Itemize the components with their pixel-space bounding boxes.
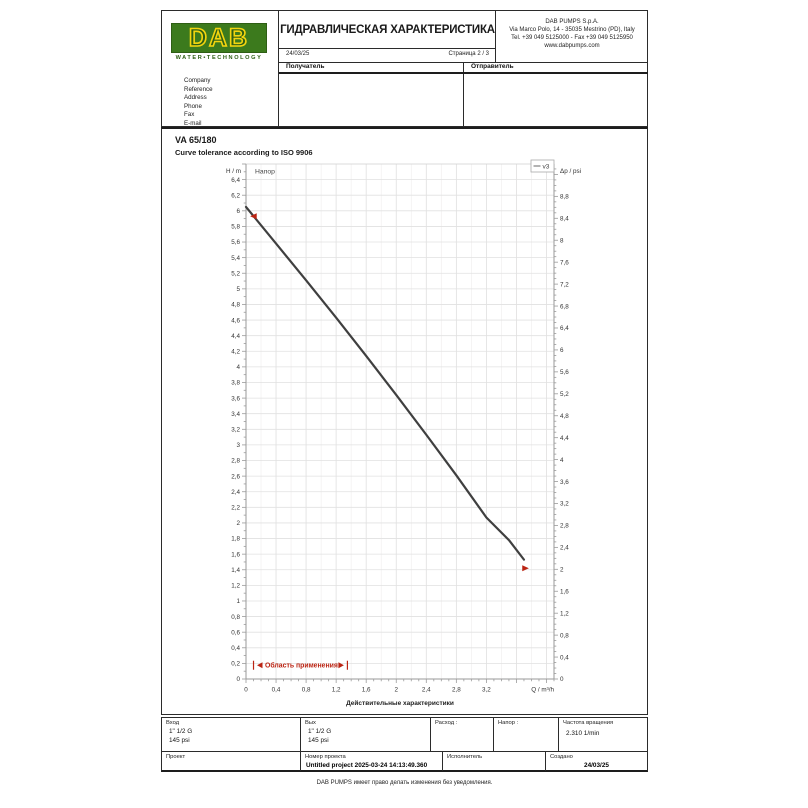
header — [161, 10, 648, 127]
contact-label-address: Address — [184, 94, 207, 101]
svg-text:4,4: 4,4 — [560, 434, 569, 442]
plot-frame — [246, 164, 554, 679]
contact-label-reference: Reference — [184, 85, 213, 93]
svg-text:5,2: 5,2 — [231, 270, 240, 278]
svg-text:2: 2 — [560, 566, 564, 574]
svg-text:6,2: 6,2 — [231, 192, 240, 200]
pump-model: VA 65/180 — [175, 135, 217, 145]
outlet-pressure: 145 psi — [308, 737, 329, 744]
contact-label-email: E-mail — [184, 119, 202, 127]
document-date: 24/03/25 — [286, 51, 310, 57]
svg-text:4,8: 4,8 — [231, 301, 240, 309]
executor-cell — [442, 752, 545, 771]
svg-text:0: 0 — [244, 686, 248, 694]
svg-text:5,6: 5,6 — [560, 369, 569, 377]
svg-text:3,2: 3,2 — [231, 426, 240, 434]
svg-text:2: 2 — [236, 520, 240, 528]
svg-text:1,8: 1,8 — [231, 535, 240, 543]
page-title: ГИДРАВЛИЧЕСКАЯ ХАРАКТЕРИСТИКА — [280, 23, 495, 36]
chart-section — [161, 127, 648, 715]
svg-text:2: 2 — [394, 686, 399, 694]
legend — [531, 160, 554, 172]
svg-text:1,2: 1,2 — [560, 610, 569, 618]
contact-label-phone: Phone — [184, 102, 202, 110]
svg-text:2,8: 2,8 — [451, 686, 461, 694]
svg-text:1,4: 1,4 — [231, 566, 240, 574]
page-indicator: Страница 2 / 3 — [448, 51, 489, 57]
header-divider-v1 — [278, 11, 279, 127]
svg-text:3,6: 3,6 — [560, 478, 569, 486]
svg-text:0,4: 0,4 — [271, 686, 281, 694]
y-right-axis-title: Δp / psi — [560, 168, 582, 175]
svg-text:0: 0 — [560, 676, 564, 684]
svg-text:5,2: 5,2 — [560, 391, 569, 399]
executor-label: Исполнитель — [447, 754, 483, 760]
svg-text:0: 0 — [236, 676, 240, 684]
grid-major — [246, 164, 554, 679]
tolerance-note: Curve tolerance according to ISO 9906 — [175, 148, 313, 157]
outlet-size: 1" 1/2 G — [308, 728, 332, 735]
recipient-label: Получатель — [286, 63, 325, 70]
svg-text:0,8: 0,8 — [301, 686, 311, 694]
flow-cell — [430, 718, 493, 751]
company-address-block — [496, 18, 648, 50]
svg-text:1,6: 1,6 — [560, 588, 569, 596]
svg-text:8: 8 — [560, 237, 564, 245]
date-row — [280, 49, 495, 61]
dab-logo-text: DAB — [188, 23, 250, 52]
arrow-right-marker-icon — [522, 565, 529, 571]
created-label: Создано — [550, 754, 573, 760]
svg-text:5,4: 5,4 — [231, 254, 240, 262]
speed-label: Частота вращения — [563, 720, 614, 726]
svg-text:1,6: 1,6 — [361, 686, 371, 694]
company-name: DAB PUMPS S.p.A. — [545, 19, 599, 25]
svg-text:4,6: 4,6 — [231, 317, 240, 325]
axes — [246, 164, 554, 679]
application-area-label: Область применения — [264, 662, 338, 670]
svg-text:0,4: 0,4 — [560, 654, 569, 662]
legend-series-label: v3 — [542, 163, 550, 171]
contact-label-fax: Fax — [184, 111, 195, 118]
created-cell — [545, 752, 647, 771]
svg-text:0,4: 0,4 — [231, 644, 240, 652]
outlet-cell — [300, 718, 430, 751]
pump-curve-chart — [162, 129, 647, 713]
svg-text:4: 4 — [236, 364, 240, 372]
sender-box[interactable] — [464, 73, 648, 127]
svg-text:4,8: 4,8 — [560, 412, 569, 420]
application-area — [254, 661, 348, 670]
svg-text:2,4: 2,4 — [421, 686, 431, 694]
footer-disclaimer: DAB PUMPS имеет право делать изменения без уведомления. — [316, 780, 493, 786]
svg-text:6,4: 6,4 — [560, 325, 569, 333]
svg-text:5: 5 — [236, 286, 240, 294]
svg-text:6,8: 6,8 — [560, 303, 569, 311]
created-value: 24/03/25 — [584, 762, 609, 769]
svg-text:0,8: 0,8 — [560, 632, 569, 640]
svg-text:1,2: 1,2 — [331, 686, 341, 694]
dab-logo-subtext: WATER•TECHNOLOGY — [175, 55, 263, 61]
spec-table — [161, 717, 648, 772]
speed-cell — [558, 718, 647, 751]
svg-text:7,6: 7,6 — [560, 259, 569, 267]
svg-text:1: 1 — [236, 598, 240, 606]
pump-curve — [246, 207, 524, 560]
chart-footnote: Действительные характеристики — [346, 700, 454, 707]
svg-text:2,8: 2,8 — [560, 522, 569, 530]
svg-text:4: 4 — [560, 456, 564, 464]
company-street: Via Marco Polo, 14 - 35035 Mestrino (PD), Italy — [509, 27, 635, 33]
svg-text:2,8: 2,8 — [231, 457, 240, 465]
svg-text:6: 6 — [560, 347, 564, 355]
svg-text:2,4: 2,4 — [560, 544, 569, 552]
company-phone: Tel. +39 049 5125000 - Fax +39 049 5125950 — [511, 35, 633, 41]
header-divider-h1 — [279, 48, 495, 49]
contact-labels — [184, 77, 213, 128]
svg-text:2,6: 2,6 — [231, 473, 240, 481]
svg-text:3,6: 3,6 — [231, 395, 240, 403]
svg-text:5,6: 5,6 — [231, 239, 240, 247]
header-divider-h3 — [279, 72, 648, 74]
recipient-box[interactable] — [279, 73, 463, 127]
svg-text:3,8: 3,8 — [231, 379, 240, 387]
svg-text:5,8: 5,8 — [231, 223, 240, 231]
project-number-value: Untitled project 2025-03-24 14:13:49.360 — [306, 762, 428, 769]
grid-minor — [261, 164, 546, 679]
x-axis-title: Q / m³/h — [531, 686, 554, 694]
head-cell — [493, 718, 558, 751]
outlet-label: Вых — [305, 720, 316, 726]
svg-text:0,6: 0,6 — [231, 629, 240, 637]
svg-text:3,4: 3,4 — [231, 410, 240, 418]
chart-title: Напор — [255, 168, 275, 176]
svg-text:0,8: 0,8 — [231, 613, 240, 621]
svg-text:6,4: 6,4 — [231, 176, 240, 184]
svg-text:8,4: 8,4 — [560, 215, 569, 223]
head-label: Напор : — [498, 720, 519, 726]
inlet-cell — [162, 718, 300, 751]
header-divider-v2 — [495, 11, 496, 62]
flow-label: Расход : — [435, 720, 458, 726]
svg-text:1,6: 1,6 — [231, 551, 240, 559]
contact-label-company: Company — [184, 77, 211, 84]
svg-text:4,4: 4,4 — [231, 332, 240, 340]
company-website: www.dabpumps.com — [544, 43, 600, 49]
speed-value: 2.310 1/min — [566, 730, 600, 737]
svg-text:0,2: 0,2 — [231, 660, 240, 668]
svg-text:6: 6 — [236, 208, 240, 216]
project-cell — [162, 752, 300, 771]
svg-text:4,2: 4,2 — [231, 348, 240, 356]
project-number-cell — [300, 752, 442, 771]
sender-label: Отправитель — [471, 63, 514, 70]
svg-text:2,4: 2,4 — [231, 488, 240, 496]
dab-logo — [171, 23, 267, 53]
inlet-size: 1" 1/2 G — [169, 728, 193, 735]
header-divider-h2 — [279, 62, 648, 63]
svg-text:2,2: 2,2 — [231, 504, 240, 512]
svg-text:3: 3 — [236, 442, 240, 450]
svg-text:3,2: 3,2 — [482, 686, 491, 694]
tick-labels — [231, 177, 569, 694]
svg-text:7,2: 7,2 — [560, 281, 569, 289]
datasheet-page — [161, 10, 648, 795]
svg-text:8,8: 8,8 — [560, 193, 569, 201]
project-label: Проект — [166, 754, 186, 760]
inlet-pressure: 145 psi — [169, 737, 190, 744]
svg-text:3,2: 3,2 — [560, 500, 569, 508]
y-left-axis-title: H / m — [225, 168, 241, 175]
svg-text:1,2: 1,2 — [231, 582, 240, 590]
project-number-label: Номер проекта — [305, 754, 346, 760]
inlet-label: Вход — [166, 720, 180, 726]
